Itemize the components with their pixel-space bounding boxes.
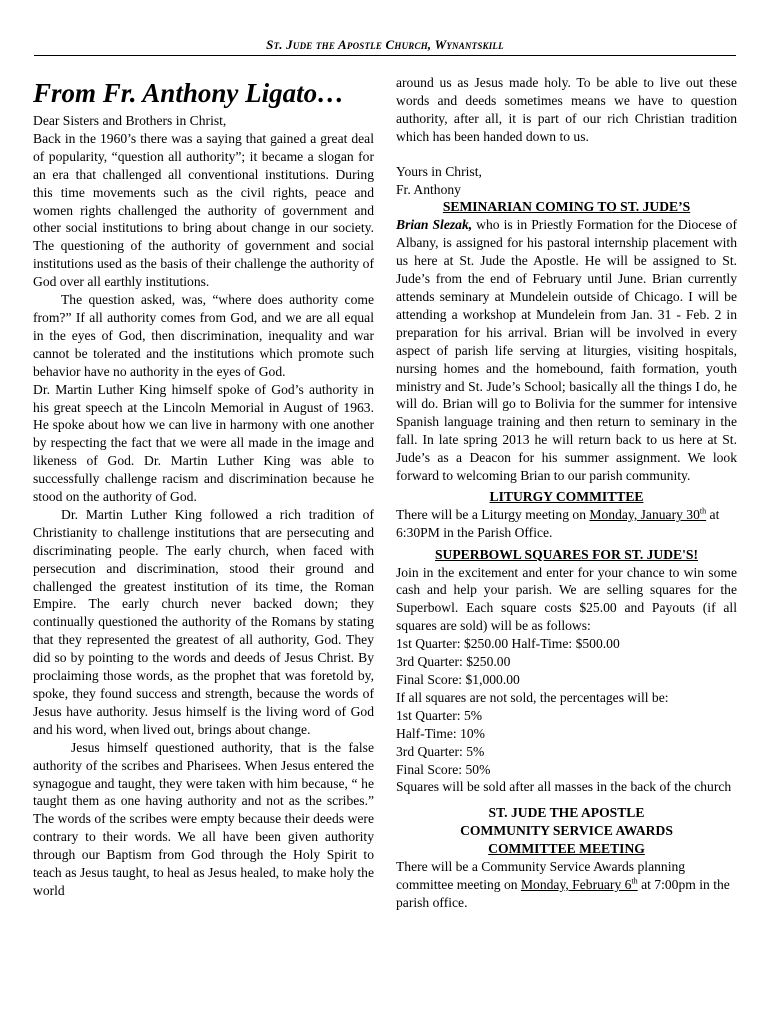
superbowl-outro: Squares will be sold after all masses in the back of the church — [396, 779, 732, 795]
liturgy-heading: LITURGY COMMITTEE — [489, 488, 644, 504]
liturgy-text-after: at 6:30PM in the Parish Office. — [396, 506, 720, 540]
percentage-item: Half-Time: 10% — [396, 725, 485, 741]
letter-paragraph: Dr. Martin Luther King himself spoke of God’s authority in his great speech at the Lincoln Memorial in August of 1963. He spoke about how we can live in harmony with one another by respecting the fact that we were all made in the image and likeness of God. Dr. Martin Luther King was able to successfully challenge racism and discrimination because he stood on the authority of God. — [33, 381, 374, 505]
awards-text-after: at 7:00pm in the parish office. — [396, 876, 730, 910]
awards-heading-line1: ST. JUDE THE APOSTLE — [488, 805, 645, 821]
seminarian-name: Brian Slezak, — [396, 217, 473, 233]
letter-paragraph: Dr. Martin Luther King followed a rich tradition of Christianity to challenge institutions that are persecuting and discriminating people. The early church, when faced with persecution and discrimination, stood their ground and challenged the greatest institution of its time, the Roman Empire. The early church never backed down; they continually questioned the authority of the Romans by stating that they represented the greatest of all authority, God. They did so by pointing to the words and deeds of Jesus Christ. By proclaiming those words, as the prophet that was foretold by, spoke, they found success and strength, because the words of Jesus have authority. Jesus himself is the living word of God and his word, when lived out, brings about change. — [33, 506, 374, 737]
payout-item: 1st Quarter: $250.00 Half-Time: $500.00 — [396, 636, 620, 652]
liturgy-date-main: Monday, January 30 — [589, 506, 700, 522]
awards-text: There will be a Community Service Awards planning committee meeting on — [396, 859, 686, 892]
letter-paragraph: Jesus himself questioned authority, that is the false authority of the scribes and Pharisees. When Jesus entered the synagogue and taught, they were taken with him because, “ he taught them as one having authority and not as the scribes.” The words of the scribes were empty because their deeds were contrary to their words. We all have been given authority through our Baptism from God through the Holy Spirit to teach as Jesus taught, to heal as Jesus healed, to make holy the world — [33, 739, 374, 898]
percentage-item: 3rd Quarter: 5% — [396, 743, 485, 759]
seminarian-body — [396, 216, 737, 485]
awards-date-main: Monday, February 6 — [520, 876, 632, 892]
right-column — [396, 74, 737, 912]
awards-date — [521, 877, 638, 892]
percentage-item: 1st Quarter: 5% — [396, 707, 483, 723]
liturgy-date-sup: th — [699, 506, 707, 516]
awards-date-sup: th — [631, 876, 638, 886]
awards-body — [396, 858, 737, 912]
liturgy-body — [396, 506, 737, 542]
letter-paragraph: around us as Jesus made holy. To be able to live out these words and deeds sometimes means we have to question authority, after all, it is part of our rich Christian tradition which has been handed down to us. — [396, 75, 737, 144]
liturgy-date — [589, 507, 706, 522]
superbowl-heading: SUPERBOWL SQUARES FOR ST. JUDE'S! — [435, 546, 698, 562]
seminarian-heading: SEMINARIAN COMING TO ST. JUDE’S — [442, 199, 691, 215]
seminarian-text: who is in Priestly Formation for the Diocese of Albany, is assigned for his pastoral internship placement with us here at St. Jude the Apostle. He will be assigned to St. Jude’s from the end of February until June. Brian currently attends seminary at Mundelein outside of Chicago. I will be attending a workshop at Mundelein from Jan. 31 - Feb. 2 in preparation for his arrival. Brian will be involved in every aspect of parish life serving at liturgies, visiting hospitals, nursing homes and the homebound, faith formation, youth ministry and St. Jude’s School; basically all the things I do, he will do. Brian will go to Bolivia for the summer for intensive Spanish language training and then return to seminary in the fall. In late spring 2013 he will return back to us here at St. Jude’s as a Deacon for his summer assignment. We look forward to welcoming Brian to our parish community. — [396, 217, 737, 484]
left-column — [33, 72, 374, 900]
awards-heading-line3: COMMITTEE MEETING — [488, 841, 645, 857]
letter-salutation: Dear Sisters and Brothers in Christ, — [33, 113, 227, 128]
awards-heading-line2: COMMUNITY SERVICE AWARDS — [460, 823, 673, 839]
superbowl-partial-intro: If all squares are not sold, the percentages will be: — [396, 689, 669, 705]
payout-item: Final Score: $1,000.00 — [396, 672, 520, 687]
letter-paragraph: The question asked, was, “where does authority come from?” If all authority comes from God, and we are all equal in the eyes of God, then discrimination, inequality and war cannot be tolerated and the institutions which promote such behavior have no authority in the eyes of God. — [33, 292, 374, 379]
superbowl-intro: Join in the excitement and enter for your chance to win some cash and help your parish. We are selling squares for the Superbowl. Each square costs $25.00 and Payouts (if all squares are sold) will be as follows: — [396, 564, 737, 634]
page-header: St. Jude the Apostle Church, Wynantskill — [266, 37, 504, 52]
letter-signature: Fr. Anthony — [396, 181, 461, 197]
letter-paragraph: Back in the 1960’s there was a saying that gained a great deal of popularity, “question all authority”; it became a slogan for an era that challenged all conventional institutions. During this time movements such as the civil rights, peace and women rights challenged the authority of government and other social institutions to bring about change in our society. The questioning of the authority of government and social institutions used as the basis of their challenge the authority of God over all earthly institutions. — [33, 130, 374, 290]
letter-closing: Yours in Christ, — [396, 163, 482, 179]
payout-item: 3rd Quarter: $250.00 — [396, 654, 511, 670]
letter-title: From Fr. Anthony Ligato… — [33, 78, 345, 108]
header-rule — [34, 55, 736, 56]
liturgy-text: There will be a Liturgy meeting on — [396, 506, 590, 522]
percentage-item: Final Score: 50% — [396, 761, 491, 777]
